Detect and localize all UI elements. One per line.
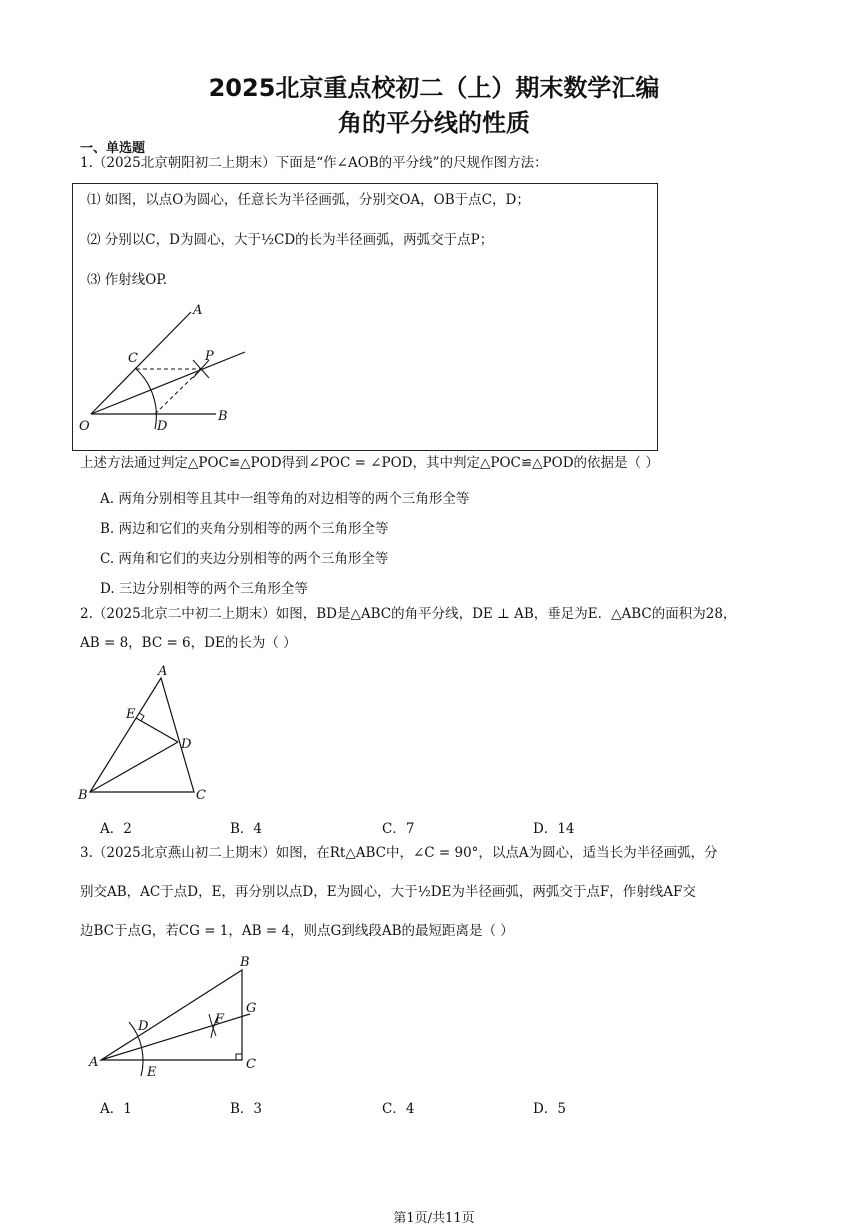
q1-step-3: ⑶ 作射线OP. [87, 272, 167, 288]
fig3-label-b: B [240, 955, 250, 970]
fig3-label-a: A [89, 1055, 99, 1070]
q2-line-1: 2.（2025北京二中初二上期末）如图，BD是△ABC的角平分线，DE ⊥ AB，垂足为E．△ABC的面积为28， [80, 606, 737, 622]
q1-step-1: ⑴ 如图，以点O为圆心，任意长为半径画弧，分别交OA，OB于点C，D； [87, 192, 530, 208]
q1-option-a: A. 两角分别相等且其中一组等角的对边相等的两个三角形全等 [100, 491, 470, 507]
q1-option-b: B. 两边和它们的夹角分别相等的两个三角形全等 [100, 521, 389, 537]
fig1-label-p: P [205, 349, 214, 364]
q2-option-b: B．4 [230, 821, 263, 837]
fig3-label-g: G [246, 1001, 257, 1016]
q3-line-1: 3.（2025北京燕山初二上期末）如图，在Rt△ABC中，∠C = 90°，以点A为圆心，适当长为半径画弧，分 [80, 845, 718, 861]
q1-stem: 1.（2025北京朝阳初二上期末）下面是“作∠AOB的平分线”的尺规作图方法： [80, 155, 548, 171]
fig2-label-b: B [78, 788, 88, 803]
fig1-label-a: A [193, 303, 203, 318]
fig3-label-d: D [138, 1019, 149, 1034]
fig3-label-e: E [147, 1065, 157, 1080]
q3-option-d: D．5 [533, 1101, 566, 1117]
fig3-label-f: F [215, 1012, 225, 1027]
fig3-label-c: C [246, 1057, 256, 1072]
fig1-label-o: O [79, 419, 90, 434]
q3-right-triangle-figure [85, 952, 275, 1084]
q1-angle-bisector-figure [73, 294, 273, 444]
q2-option-a: A．2 [100, 821, 132, 837]
fig2-label-d: D [181, 737, 192, 752]
fig2-label-a: A [158, 664, 168, 679]
fig1-label-b: B [218, 409, 228, 424]
q3-line-3: 边BC于点G，若CG = 1，AB = 4，则点G到线段AB的最短距离是（ ） [80, 923, 514, 939]
q1-method-box [72, 183, 658, 451]
fig1-label-c: C [128, 351, 138, 366]
fig1-label-d: D [157, 419, 168, 434]
fig2-label-e: E [126, 707, 136, 722]
q3-line-2: 别交AB，AC于点D，E，再分别以点D，E为圆心，大于½DE为半径画弧，两弧交于点F，作射线AF交 [80, 884, 696, 900]
q3-option-c: C．4 [382, 1101, 415, 1117]
fig2-label-c: C [196, 788, 206, 803]
q1-step-2: ⑵ 分别以C，D为圆心，大于½CD的长为半径画弧，两弧交于点P； [87, 232, 494, 248]
document-subtitle: 角的平分线的性质 [338, 109, 530, 137]
q3-option-a: A．1 [100, 1101, 132, 1117]
q1-option-c: C. 两角和它们的夹边分别相等的两个三角形全等 [100, 551, 389, 567]
q1-question: 上述方法通过判定△POC≌△POD得到∠POC = ∠POD，其中判定△POC≌△POD的依据是（ ） [80, 455, 659, 471]
q2-triangle-figure [70, 660, 220, 805]
q3-option-b: B．3 [230, 1101, 263, 1117]
q2-option-c: C．7 [382, 821, 415, 837]
document-title: 2025北京重点校初二（上）期末数学汇编 [208, 74, 660, 102]
q2-option-d: D．14 [533, 821, 575, 837]
page-footer: 第1页/共11页 [393, 1211, 475, 1226]
section-heading: 一、单选题 [80, 141, 146, 156]
q2-line-2: AB = 8，BC = 6，DE的长为（ ） [80, 635, 297, 651]
q1-option-d: D. 三边分别相等的两个三角形全等 [100, 581, 308, 597]
